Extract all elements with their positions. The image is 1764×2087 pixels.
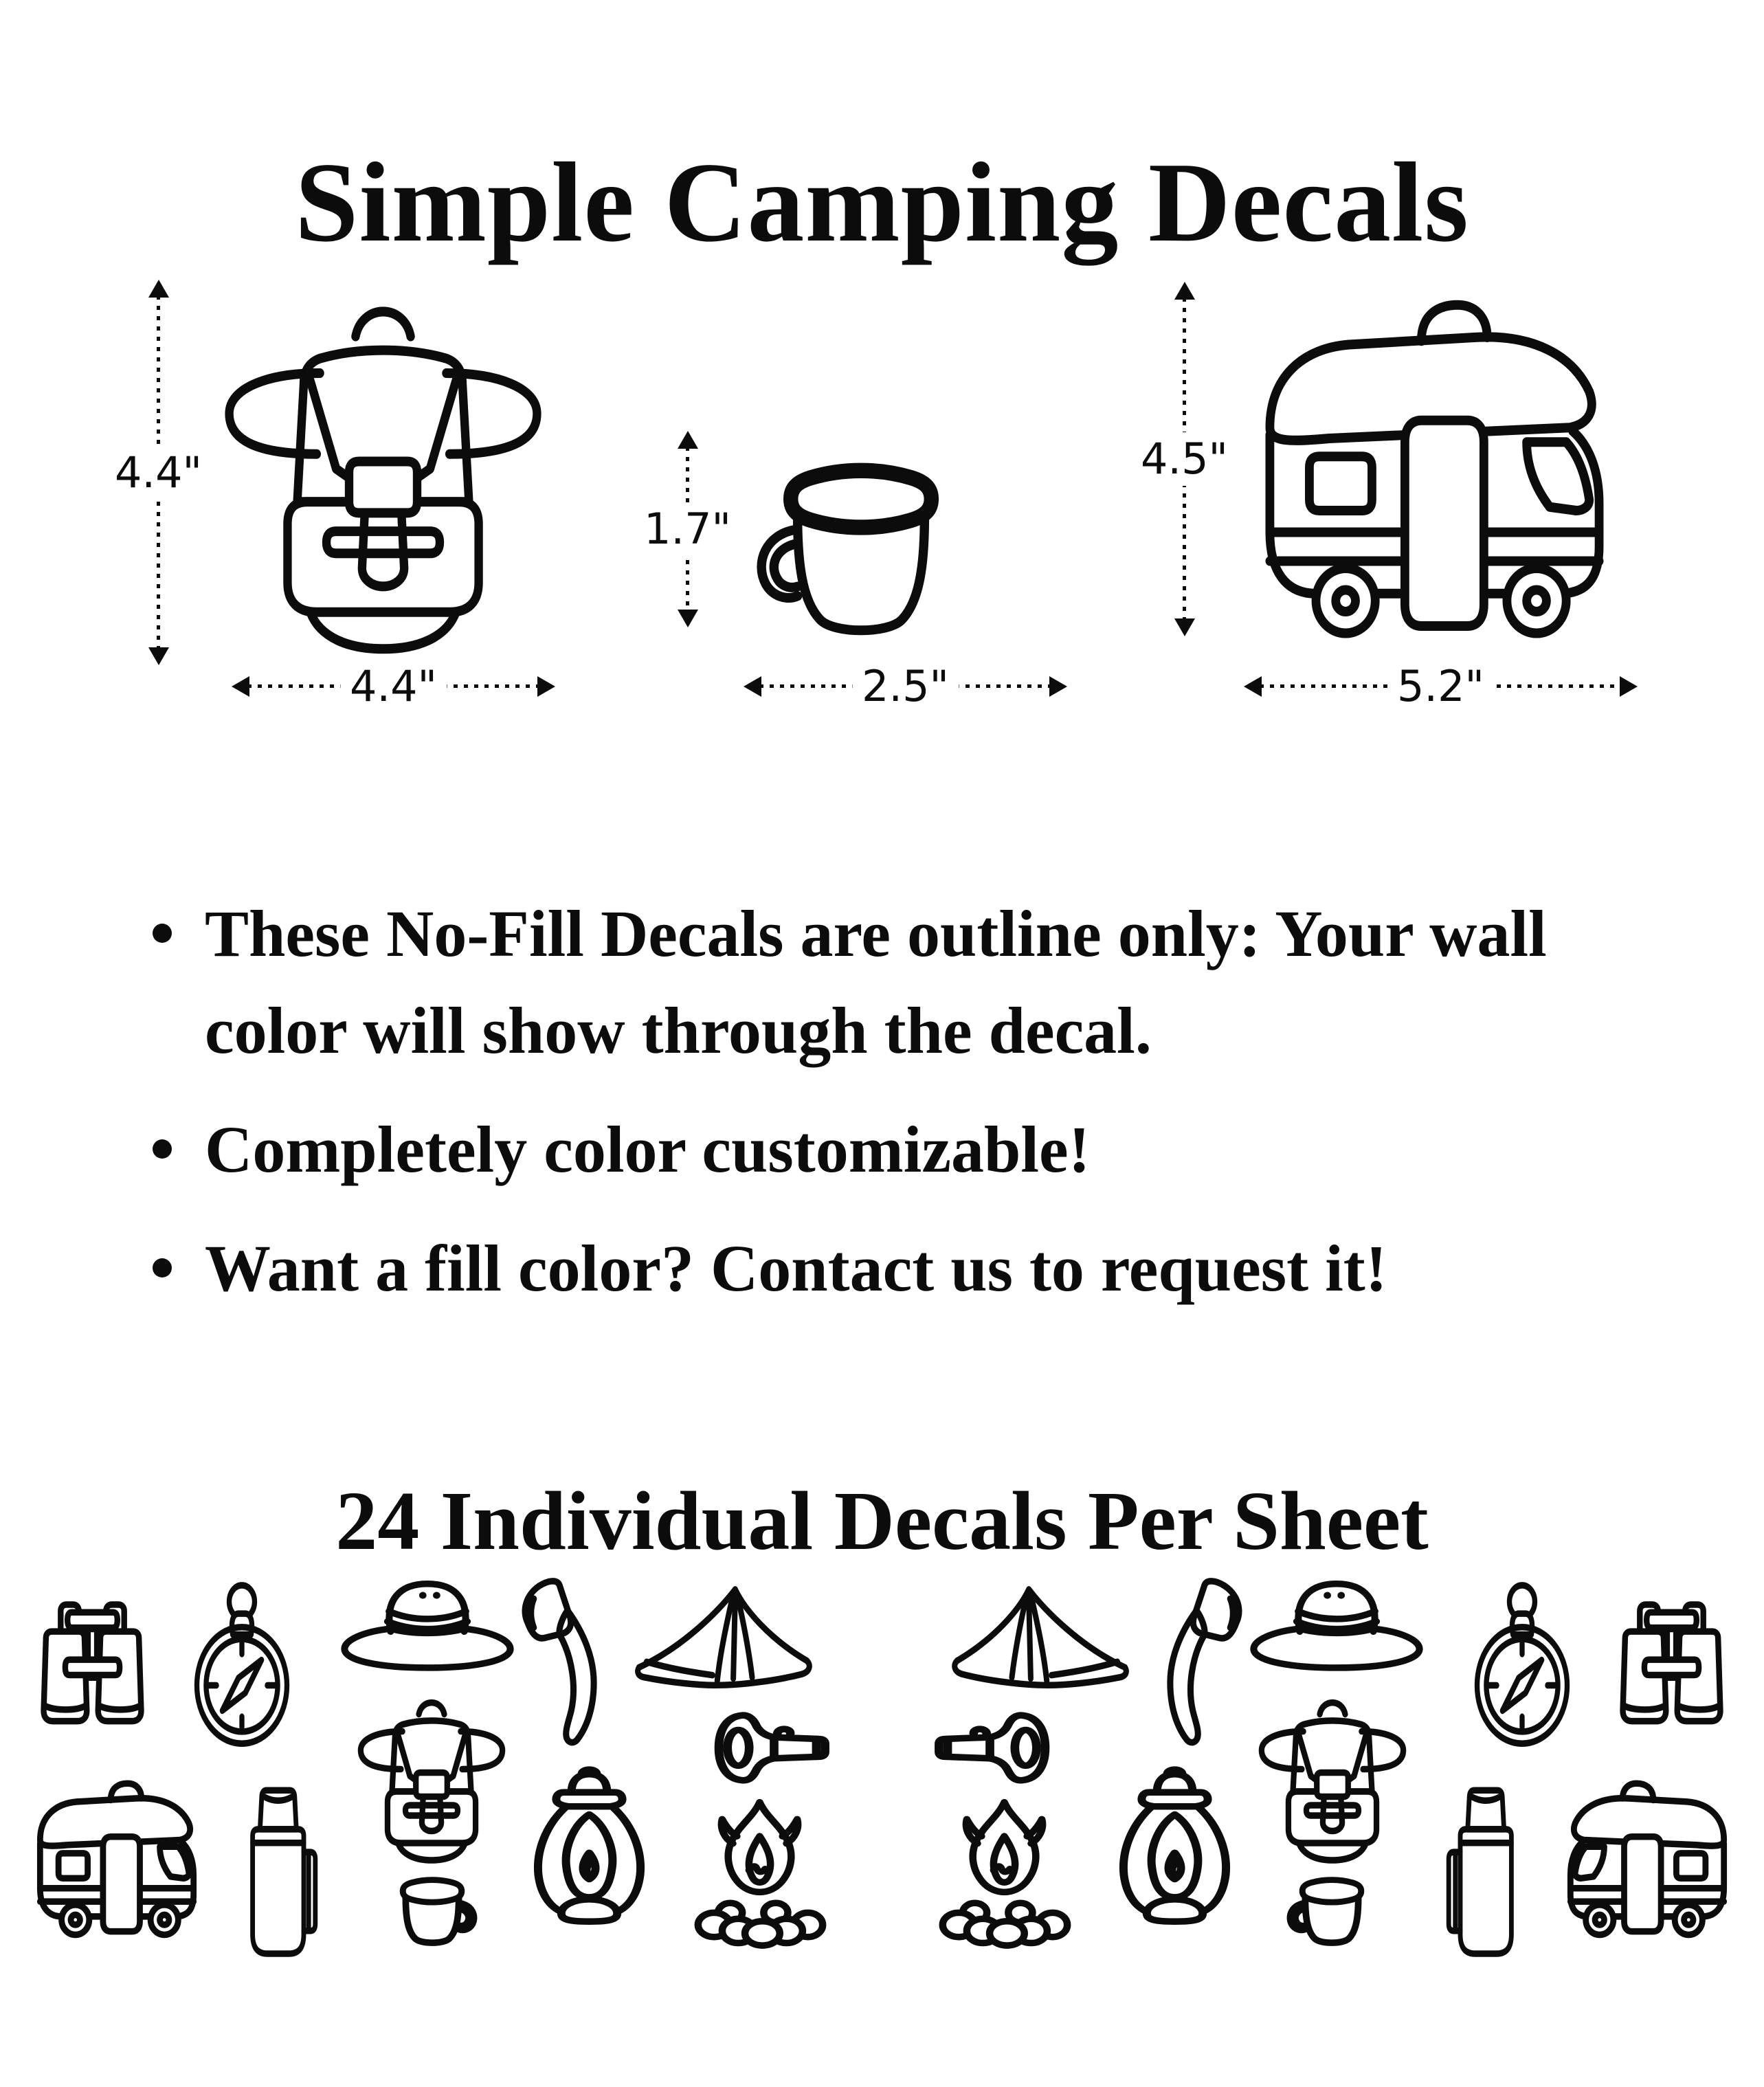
thermos-icon	[242, 1781, 316, 1964]
lantern-icon	[1111, 1766, 1238, 1928]
campfire-icon	[693, 1795, 827, 1977]
tent-icon	[624, 1581, 822, 1692]
lantern-icon	[526, 1766, 653, 1928]
camper-height-arrow	[1140, 287, 1229, 631]
bullet-dot	[153, 924, 172, 943]
backpack-icon	[353, 1692, 510, 1864]
mug-width-label: 2.5"	[852, 660, 959, 713]
backpack-height-label: 4.4"	[105, 446, 212, 500]
mug-icon	[748, 440, 974, 653]
backpack-icon	[213, 289, 553, 656]
camper-icon	[1237, 294, 1632, 655]
campfire-icon	[937, 1795, 1071, 1977]
bullet-text: These No-Fill Decals are outline only: Your wall color will show through the decal.	[205, 897, 1547, 1068]
thermos-icon	[1448, 1781, 1522, 1964]
camper-icon	[1555, 1778, 1739, 1945]
flashlight-icon	[912, 1710, 1053, 1787]
bullet-dot	[153, 1258, 172, 1277]
backpack-height-arrow	[114, 285, 203, 660]
page-title: Simple Camping Decals	[295, 139, 1469, 266]
backpack-width-label: 4.4"	[340, 660, 447, 713]
backpack-icon	[1254, 1692, 1411, 1864]
compass-icon	[184, 1578, 300, 1750]
feature-bullet-list	[153, 885, 1603, 1339]
list-item	[153, 1101, 1603, 1198]
tent-icon	[942, 1581, 1140, 1692]
flashlight-icon	[711, 1710, 852, 1787]
compass-icon	[1464, 1578, 1580, 1750]
binoculars-icon	[36, 1596, 149, 1737]
backpack-width-arrow	[237, 660, 550, 711]
mug-width-arrow	[749, 660, 1062, 711]
camper-width-label: 5.2"	[1387, 660, 1494, 713]
list-item	[153, 1220, 1603, 1317]
mug-icon	[385, 1868, 480, 1952]
bullet-text: Want a fill color? Contact us to request it!	[205, 1231, 1387, 1306]
list-item	[153, 885, 1603, 1079]
sheet-heading: 24 Individual Decals Per Sheet	[335, 1475, 1429, 1568]
axe-icon	[511, 1575, 636, 1752]
hat-icon	[1244, 1574, 1429, 1682]
mug-icon	[1284, 1868, 1379, 1952]
mug-height-label: 1.7"	[634, 502, 741, 556]
bullet-dot	[153, 1139, 172, 1159]
mug-height-arrow	[643, 436, 732, 622]
bullet-text: Completely color customizable!	[205, 1113, 1091, 1187]
binoculars-icon	[1615, 1596, 1728, 1737]
axe-icon	[1128, 1575, 1253, 1752]
camper-height-label: 4.5"	[1131, 432, 1238, 486]
camper-icon	[25, 1778, 209, 1945]
hat-icon	[335, 1574, 520, 1682]
camper-width-arrow	[1249, 660, 1632, 711]
